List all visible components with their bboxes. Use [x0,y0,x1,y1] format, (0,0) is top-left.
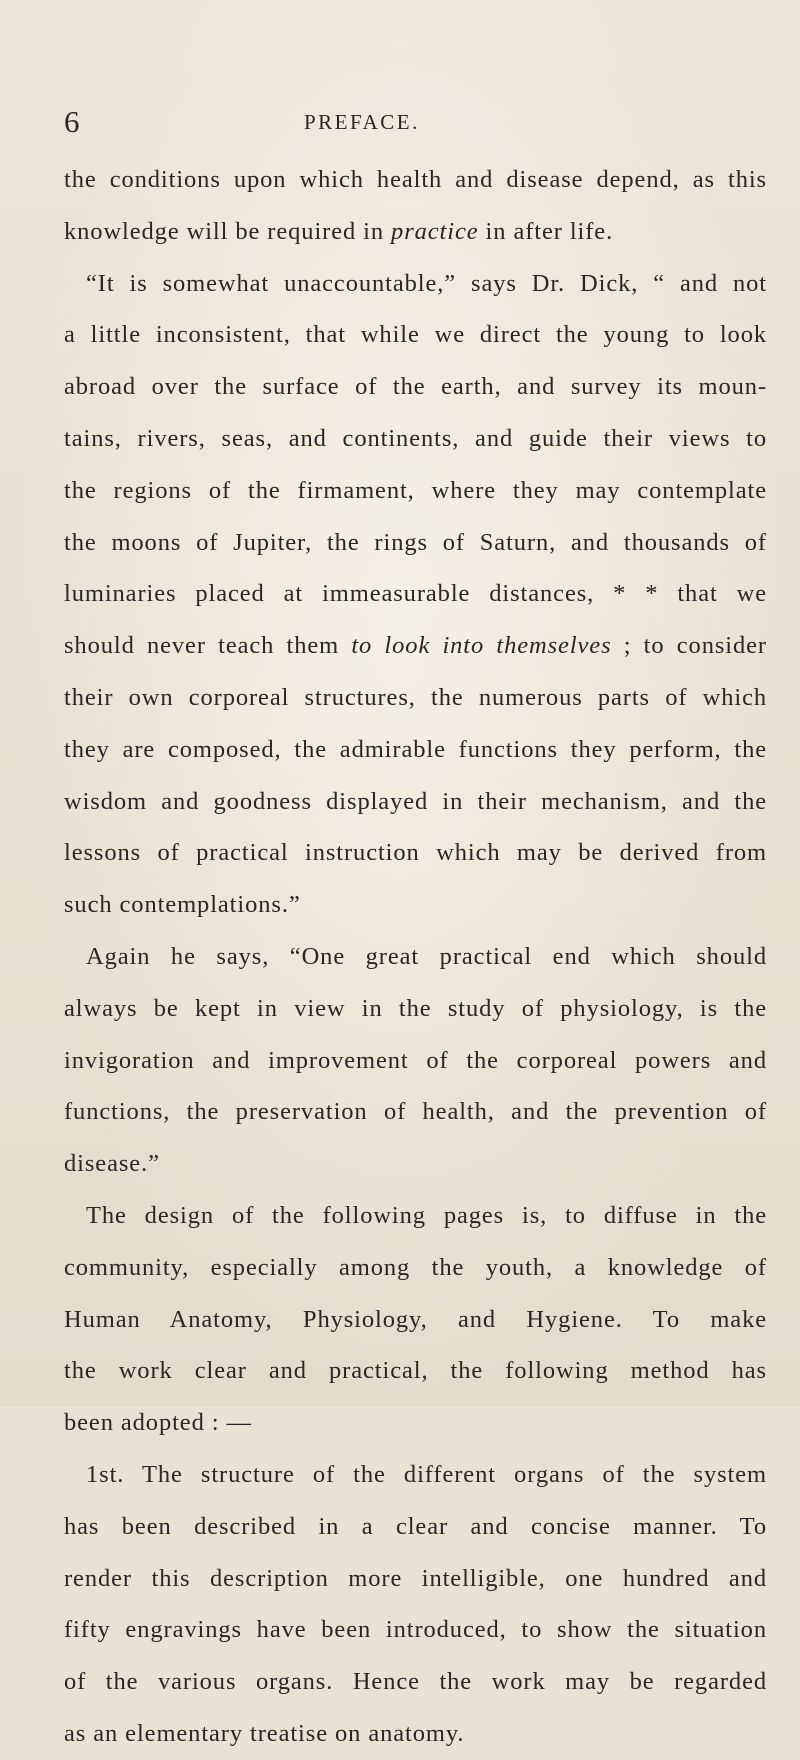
text-line: their own corporeal structures, the numerous parts of which [64,683,767,711]
text-line: wisdom and goodness displayed in their mechanism, and the [64,787,767,815]
text-line: a little inconsistent, that while we direct the young to look [64,321,767,349]
text-line: 1st. The structure of the different organs of the system [86,1460,767,1488]
text-line: invigoration and improvement of the corporeal powers and [64,1046,767,1074]
text-line: the conditions upon which health and disease depend, as this [64,166,767,193]
italic-text: practice [391,217,479,245]
text-line: Again he says, “One great practical end which should [86,942,767,970]
page-header [64,104,764,140]
text-line: the work clear and practical, the following method has [64,1357,767,1385]
text-line: fifty engravings have been introduced, to show the situation [64,1616,767,1644]
italic-text: to look into themselves [351,632,612,660]
text-line: should never teach them to look into themselves ; to consider [64,632,767,660]
text-line: functions, the preservation of health, and the prevention of [64,1098,767,1126]
text-line: render this description more intelligible, one hundred and [64,1564,767,1592]
text-line: The design of the following pages is, to diffuse in the [86,1201,767,1229]
text-line: “It is somewhat unaccountable,” says Dr. Dick, “ and not [86,269,767,297]
text-line: disease.” [64,1150,160,1178]
text-line: such contemplations.” [64,891,301,919]
text-line: community, especially among the youth, a knowledge of [64,1253,767,1281]
page-number: 6 [64,104,80,139]
text-line: knowledge will be required in practice in after life. [64,217,614,245]
text-line: been adopted : — [64,1409,252,1437]
text-line: tains, rivers, seas, and continents, and guide their views to [64,424,767,452]
text-line: the moons of Jupiter, the rings of Saturn, and thousands of [64,528,767,556]
text-line: luminaries placed at immeasurable distances, * * that we [64,580,767,608]
text-line: they are composed, the admirable functions they perform, the [64,735,767,763]
text-line: of the various organs. Hence the work may be regarded [64,1668,767,1696]
text-line: lessons of practical instruction which may be derived from [64,839,767,867]
text-line: always be kept in view in the study of physiology, is the [64,994,767,1022]
text-line: the regions of the firmament, where they may contemplate [64,476,767,504]
body-text [64,154,767,1760]
text-line: Human Anatomy, Physiology, and Hygiene. To make [64,1305,767,1333]
running-head: PREFACE. [304,110,420,134]
text-line: abroad over the surface of the earth, and survey its moun- [64,373,767,401]
text-line: has been described in a clear and concise manner. To [64,1512,767,1540]
text-line: as an elementary treatise on anatomy. [64,1719,465,1747]
